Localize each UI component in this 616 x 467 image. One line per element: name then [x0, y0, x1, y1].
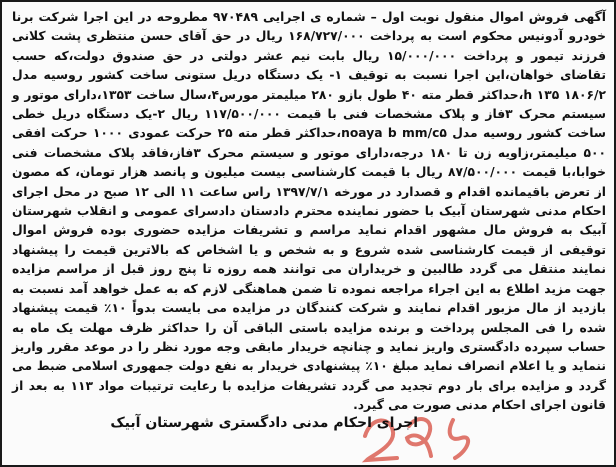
auction-notice-text: آگهی فروش اموال منقول نوبت اول – شماره ی اجرایی ۹۷۰۴۸۹ مطروحه در این اجرا شرکت برنا خودرو آدونیس محکوم است به پرداخت ۱۶۸/۷۲۷/۰۰۰ ریال در حق آقای حسن منتظری پشت کلانی فرزند تیمور و پرداخت ۱۵/۰۰۰/۰۰۰ ریال بابت نیم عشر دولتی در حق صندوق دولت،که حسب تقاضای خواهان،این اجرا نسبت به توقیف ۱- یک دستگاه دریل ستونی ساخت کشور روسیه مدل ۱۸۰۶/۲ h ۱۳۵،حداکثر قطر مته ۴۰ طول بازو ۲۸۰ میلیمتر مورس۴،سال ساخت ۱۳۵۳،دارای موتور و سیستم محرک ۳فاز و پلاک مشخصات فنی با قیمت ۱۱۷/۵۰۰/۰۰۰ ریال ۲-یک دستگاه دریل خطی ساخت کشور روسیه مدل noaya b mm/c۵،حداکثر قطر مته ۲۵ حرکت عمودی ۱۰۰۰ حرکت افقی ۵۰۰ میلیمتر،زاویه زن تا ۱۸۰ درجه،دارای موتور و سیستم محرک ۳فاز،فاقد پلاک مشخصات فنی خوابا،با قیمت ۸۷/۵۰۰/۰۰۰ ریال با قیمت کارشناسی بیست میلیون و پانصد هزار تومان، که مصون از تعرض باقیمانده اقدام و قصدارد در مورخه ۱۳۹۷/۷/۱ راس ساعت ۱۱ الی ۱۲ صبح در محل اجرای احکام مدنی شهرستان آبیک با حضور نماینده محترم دادستان دادسرای عمومی و انقلاب شهرستان آبیک به فروش مال مشهور اقدام نماید مراسم و تشریفات مزایده حضوری بوده فروش اموال توقیفی از قیمت کارشناسی شده شروع و به شخص و یا اشخاص که بالاترین قیمت را پیشنهاد نمایند منتقل می گردد طالبین و خریداران می توانند همه روزه تا پنج روز قبل از مراسم مزایده جهت مزید اطلاع به این اجراء مراجعه نموده تا ضمن هماهنگی لازم که به عمل خواهد آمد نسبت به بازدید از مال مزبور اقدام نمایند و شرکت کنندگان در مزایده می بایست بدواً ۱۰٪ قیمت پیشنهاد شده را فی المجلس پرداخت و برنده مزایده باستی الباقی آن را حداکثر ظرف مهلت یک ماه به حساب سپرده دادگستری واریز نماید و چنانچه خریدار مابقی وجه مورد نظر را در موعد مقرر واریز ننماید و یا اعلام انصراف نماید مبلغ ۱۰٪ پیشنهادی خریدار به نفع دولت جمهوری اسلامی ضبط می گردد و مزایده برای بار دوم تجدید می گردد تشریفات مزایده با رعایت ترتیبات مواد ۱۱۳ به بعد از قانون اجرای احکام مدنی صورت می گیرد. — [12, 10, 607, 413]
issuer-signature: اجرای احکام مدنی دادگستری شهرستان آبیک — [110, 415, 418, 431]
